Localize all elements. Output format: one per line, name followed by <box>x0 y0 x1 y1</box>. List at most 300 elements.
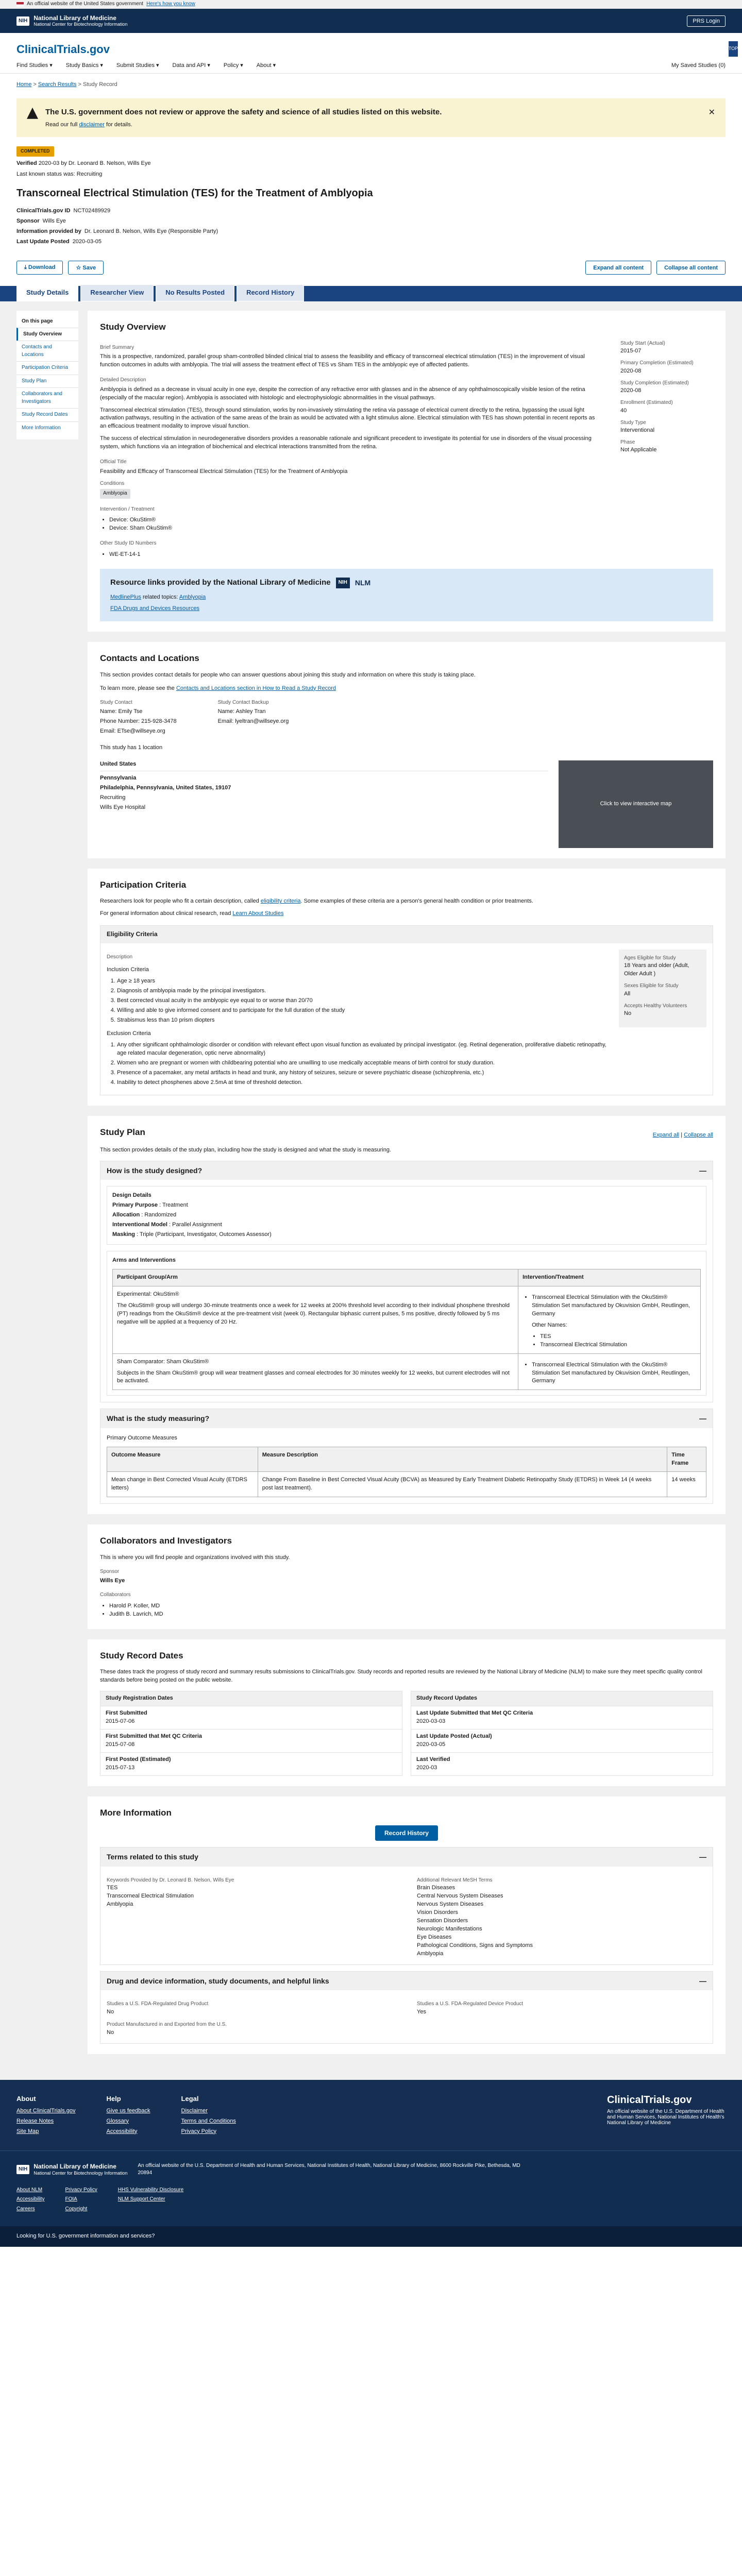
nlm-logo[interactable] <box>16 14 127 27</box>
inclusion-item: 5. Strabismus less than 10 prism diopters <box>117 1016 609 1025</box>
intervention-item: • Device: OkuStim® <box>109 516 602 524</box>
fact-value: 18 Years and older (Adult, Older Adult ) <box>624 962 689 977</box>
nlm-header <box>0 9 742 33</box>
sidebar-heading: On this page <box>22 318 53 325</box>
plan-heading: Study Plan <box>100 1127 145 1137</box>
contacts-intro: This section provides contact details for people who can answer questions about joining this study and information on where this study is taking place. <box>100 671 476 678</box>
footer-link[interactable]: Disclaimer <box>181 2107 208 2114</box>
collab-intro: This is where you will find people and organizations involved with this study. <box>100 1554 290 1561</box>
nlm-link[interactable]: About NLM <box>16 2187 43 2193</box>
nlm-link[interactable]: Accessibility <box>16 2196 45 2202</box>
drug-accordion-header[interactable] <box>100 1972 713 1990</box>
design-value: Randomized <box>144 1212 177 1218</box>
sponsor-label: Sponsor <box>16 218 40 225</box>
design-value: Triple (Participant, Investigator, Outcomes Assessor) <box>140 1231 272 1238</box>
fda-device-label: Studies a U.S. FDA-Regulated Device Product <box>417 2001 524 2007</box>
arm-title: Sham Comparator: Sham OkuStim® <box>117 1358 209 1365</box>
nav-study-basics[interactable]: Study Basics ▾ <box>66 62 103 70</box>
sponsor: Wills Eye <box>42 218 66 225</box>
nlm-subtitle: National Center for Biotechnology Information <box>33 22 128 27</box>
gov-banner-text: An official website of the United States government <box>27 1 144 7</box>
gov-banner <box>0 0 742 9</box>
conditions-label: Conditions <box>100 480 125 486</box>
keywords-label: Keywords Provided by Dr. Leonard B. Nelson, Wills Eye <box>107 1877 234 1883</box>
registration-dates <box>100 1691 402 1776</box>
nlm-mark: NLM <box>355 579 371 587</box>
study-id: NCT02489929 <box>73 208 111 214</box>
description-label: Description <box>107 954 133 960</box>
gov-footer[interactable]: Looking for U.S. government information and services? <box>0 2226 742 2247</box>
footer-col-heading: Legal <box>181 2094 199 2103</box>
action-bar <box>0 255 742 281</box>
mesh-term: Central Nervous System Diseases <box>417 1893 503 1900</box>
collab-sponsor-label: Sponsor <box>100 1568 120 1574</box>
exclusion-item: 2. Women who are pregnant or women with childbearing potential who are unwilling to use medically acceptable means of birth control for study duration. <box>117 1059 609 1067</box>
footer-link[interactable]: Terms and Conditions <box>181 2117 236 2124</box>
contact-label: Study Contact <box>100 699 132 705</box>
collapse-all-button[interactable]: Collapse all content <box>656 261 726 275</box>
sidebar-item-plan[interactable]: Study Plan <box>16 375 78 388</box>
related-topics-label: related topics: <box>142 594 178 601</box>
nlm-link[interactable]: Privacy Policy <box>65 2187 97 2193</box>
exclusion-item: 3. Presence of a pacemaker, any metal artifacts in head and trunk, any history of seizures, seizure or severe psychiatric disease (schizophrenia, etc.) <box>117 1069 609 1077</box>
nav-saved-studies[interactable]: My Saved Studies (0) <box>671 62 726 69</box>
reg-dates-title: Study Registration Dates <box>100 1691 402 1706</box>
footer-brand <box>607 2094 726 2138</box>
verified-label: Verified <box>16 160 37 166</box>
terms-heading: Terms related to this study <box>107 1853 198 1861</box>
site-header <box>0 33 742 74</box>
table-row <box>107 1472 706 1497</box>
learn-about-studies-link[interactable]: Learn About Studies <box>232 910 284 917</box>
participation-intro-2: . Some examples of these criteria are a person's general health condition or prior treatments. <box>300 898 533 905</box>
download-button[interactable]: ⤓ Download <box>16 261 63 275</box>
intervention-item: • Device: Sham OkuStim® <box>109 524 602 533</box>
other-name: • Transcorneal Electrical Stimulation <box>540 1341 696 1349</box>
footer-link[interactable]: Give us feedback <box>106 2107 150 2114</box>
footer-link[interactable]: Accessibility <box>106 2128 138 2134</box>
dates-intro: These dates track the progress of study record and summary results submissions to ClinicalTrials.gov. Study records and reported results are reviewed by the National Library of Medicine (NLM) to make sure they meet specific quality control standards before being posted on the public website. <box>100 1669 702 1684</box>
fact-label: Study Start (Actual) <box>620 340 665 346</box>
state: Pennsylvania <box>100 774 137 781</box>
map-label: Click to view interactive map <box>600 800 672 807</box>
date-value: 2020-03-05 <box>416 1741 446 1748</box>
save-button[interactable]: ☆ Save <box>68 261 104 275</box>
nlm-link[interactable]: HHS Vulnerability Disclosure <box>117 2187 184 2193</box>
footer-brand-name: ClinicalTrials.gov <box>607 2094 692 2106</box>
amblyopia-link[interactable]: Amblyopia <box>179 594 206 601</box>
inclusion-item: 3. Best corrected visual acuity in the amblyopic eye equal to or worse than 20/70 <box>117 997 609 1005</box>
table-row <box>113 1286 701 1353</box>
sidebar-item-overview[interactable]: Study Overview <box>16 328 78 341</box>
collaborators-section <box>88 1524 726 1629</box>
study-tabs <box>0 286 742 301</box>
fact-value: No <box>624 1010 632 1017</box>
measure-accordion-header[interactable] <box>100 1409 713 1428</box>
drug-accordion <box>100 1971 713 2044</box>
general-prefix: For general information about clinical research, read <box>100 910 231 917</box>
backup-label: Study Contact Backup <box>217 699 269 705</box>
date-value: 2015-07-13 <box>106 1764 135 1771</box>
keyword: TES <box>107 1885 118 1891</box>
fda-link[interactable]: FDA Drugs and Devices Resources <box>110 605 200 612</box>
arm-title: Experimental: OkuStim® <box>117 1291 179 1297</box>
keyword: Amblyopia <box>107 1901 133 1908</box>
exclusion-item: 4. Inability to detect phosphenes above 2.5mA at time of threshold detection. <box>117 1079 609 1087</box>
intervention-desc: • Transcorneal Electrical Stimulation with the OkuStim® Stimulation Set manufactured by Okuvision GmbH, Reutlingen, Germany <box>532 1294 696 1318</box>
outcome-timeframe: 14 weeks <box>667 1472 706 1497</box>
update-label: Last Update Posted <box>16 239 70 245</box>
outcome-col-header: Outcome Measure <box>107 1447 258 1472</box>
mesh-term: Pathological Conditions, Signs and Symptoms <box>417 1942 533 1948</box>
primary-outcome-label: Primary Outcome Measures <box>107 1434 177 1441</box>
location-map[interactable] <box>559 760 713 848</box>
site-footer <box>0 2080 742 2150</box>
disclaimer-alert <box>16 98 726 138</box>
study-plan-section: Study Plan Expand all | Collapse all This section provides details of the study plan, including how the study is designed and what the study is measuring. How is the study designed? — Design Details Primary Purpose : Treatment Allocation : Randomized Interventional Model : Parallel Assignment Masking : Triple (Participant, Investigator, Outcomes Assessor) Arms and Interventions Participant Group/Arm Intervention/Treatment Experimental: OkuStim® The OkuStim® group will undergo 30-minute treatments once a week for 12 weeks at 200% threshold level according to their individual phosphene threshold (PT) readings from the OkuStim® device at the pre-treatment visit (week 0). Rectangular biphasic current pulses, 5 ms positive, directly followed by 5 ms negative will be applied at a frequency of 20 Hz. • Transcorneal Electrical Stimulation with the OkuStim® Stimulation Set manufactured by Okuvision GmbH, Reutlingen, Germany Other Names: • TES • Transcorneal Electrical Stimulation Sham Comparator: Sham OkuStim® Subjects in the Sham OkuStim® group will wear treatment glasses and corneal electrodes for 30 minutes weekly for 12 weeks, but current electrodes will not be activated. • Transcorneal Electrical Stimulation with the OkuStim® Stimulation Set manufactured by Okuvision GmbH, Reutlingen, Germany What is the study measuring? — Primary Outcome Measures Outcome Measure Measure Description Time Frame Mean change in Best Corrected Visual Acuity (ETDRS letters) Change From Baseline in Best Corrected Visual Acuity (BCVA) as Measured by Early Treatment Diabetic Retinopathy Study (ETDRS) in Week 14 (4 weeks post last treatment). 14 weeks <box>88 1116 726 1515</box>
collapse-icon[interactable]: — <box>699 1976 706 1985</box>
inclusion-item: 1. Age ≥ 18 years <box>117 977 609 986</box>
footer-link[interactable]: Site Map <box>16 2128 39 2134</box>
breadcrumb: Home > Search Results > Study Record <box>16 81 117 88</box>
fact-value: Not Applicable <box>620 447 657 453</box>
detailed-p3: The success of electrical stimulation in neurodegenerative disorders provides a reasonable rationale and significant precedent to investigate its potential for use in disorders of the visual processing system, which functions via an integration of biochemical and electrical interactions transmitted from the retina. <box>100 435 592 450</box>
learn-prefix: To learn more, please see the <box>100 685 175 691</box>
mesh-term: Sensation Disorders <box>417 1918 468 1924</box>
terms-accordion-header[interactable] <box>100 1848 713 1866</box>
content-area <box>0 301 742 2080</box>
info: Dr. Leonard B. Nelson, Wills Eye (Responsible Party) <box>84 228 218 235</box>
locations-list <box>100 760 548 848</box>
record-updates-title: Study Record Updates <box>411 1691 713 1706</box>
detailed-p2: Transcorneal electrical stimulation (TES), through sound stimulation, works by non-invasively stimulating the retina via passage of electrical current directly to the retina, bypassing the usual light activation pathways, resulting in the activation of the same areas of the brain as would be activated with a light stimulus alone. Electrical stimulation with TES has shown potential in recent reports as an efficacious treatment modality to improve visual function. <box>100 406 595 430</box>
table-row <box>113 1353 701 1390</box>
footer-col-heading: Help <box>106 2094 121 2103</box>
nlm-title: National Library of Medicine <box>33 14 116 22</box>
overview-facts <box>620 340 713 559</box>
collab-sponsor: Wills Eye <box>100 1578 125 1584</box>
warning-icon <box>27 108 38 119</box>
terms-accordion <box>100 1847 713 1964</box>
mesh-term: Vision Disorders <box>417 1909 458 1916</box>
fact-value: 40 <box>620 407 627 414</box>
detailed-label: Detailed Description <box>100 377 146 383</box>
country: United States <box>100 760 548 771</box>
brief-summary: This is a prospective, randomized, parallel group sham-controlled blinded clinical trial to assess the feasibility and efficacy of transcorneal electrical stimulation (TES) in the improvement of visual function outcomes in adults with amblyopia. The trial will assess the treatment effect of TES vs Sham TES in the amblyopic eye of affected patients. <box>100 353 585 368</box>
footer-col-about <box>16 2094 76 2138</box>
official-title-label: Official Title <box>100 459 127 465</box>
how-to-read-link[interactable]: Contacts and Locations section in How to Read a Study Record <box>176 685 336 691</box>
study-id-label: ClinicalTrials.gov ID <box>16 208 71 214</box>
location-status: Recruiting <box>100 794 126 801</box>
fact-label: Primary Completion (Estimated) <box>620 360 694 366</box>
fact-label: Phase <box>620 439 635 445</box>
design-key: Primary Purpose <box>112 1202 158 1209</box>
date-label: First Posted (Estimated) <box>106 1756 171 1762</box>
footer-col-help <box>107 2094 150 2138</box>
contacts-heading: Contacts and Locations <box>100 653 199 664</box>
date-value: 2015-07-06 <box>106 1718 135 1725</box>
study-title: Transcorneal Electrical Stimulation (TES) for the Treatment of Amblyopia <box>16 188 373 199</box>
sidebar-item-collaborators[interactable]: Collaborators and Investigators <box>16 387 78 408</box>
tab-study-details[interactable]: Study Details <box>16 284 78 301</box>
last-known-status: Last known status was: Recruiting <box>16 171 103 178</box>
design-value: Treatment <box>162 1202 188 1209</box>
arms-label: Arms and Interventions <box>112 1257 176 1264</box>
fda-drug-value: No <box>107 2008 114 2015</box>
brief-summary-label: Brief Summary <box>100 344 134 350</box>
inclusion-item: 2. Diagnosis of amblyopia made by the principal investigators. <box>117 987 609 995</box>
study-header <box>0 137 742 246</box>
location-address: Philadelphia, Pennsylvania, United States, 19107 <box>100 784 231 791</box>
update: 2020-03-05 <box>72 239 102 245</box>
collab-heading: Collaborators and Investigators <box>100 1536 232 1546</box>
verified-value: 2020-03 by Dr. Leonard B. Nelson, Wills Eye <box>38 160 151 166</box>
mesh-label: Additional Relevant MeSH Terms <box>417 1877 493 1883</box>
design-label: Design Details <box>112 1192 151 1199</box>
fact-label: Accepts Healthy Volunteers <box>624 1003 687 1009</box>
fact-label: Study Type <box>620 419 646 426</box>
other-names-label: Other Names: <box>532 1321 567 1328</box>
date-label: Last Verified <box>416 1756 450 1762</box>
close-icon[interactable]: ✕ <box>708 108 715 117</box>
fact-label: Study Completion (Estimated) <box>620 380 689 386</box>
eligibility-link[interactable]: eligibility criteria <box>260 898 301 905</box>
tab-record-history[interactable]: Record History <box>237 284 304 301</box>
nav-data-api[interactable]: Data and API ▾ <box>172 62 210 70</box>
alert-text-prefix: Read our full <box>45 121 78 128</box>
outcome-col-header: Measure Description <box>258 1447 667 1472</box>
record-history-button[interactable]: Record History <box>375 1825 438 1841</box>
footer-col-heading: About <box>16 2094 36 2103</box>
arm-desc: Subjects in the Sham OkuStim® group will wear treatment glasses and corneal electrodes for 30 minutes weekly for 12 weeks, but current electrodes will not be activated. <box>117 1369 510 1384</box>
alert-text-suffix: for details. <box>106 121 132 128</box>
outcomes-table <box>107 1447 706 1498</box>
plan-intro: This section provides details of the study plan, including how the study is designed and what the study is measuring. <box>100 1147 391 1154</box>
nih-logo-icon: NIH <box>336 578 350 588</box>
arms-col-header: Participant Group/Arm <box>113 1269 518 1286</box>
contact-name: Name: Emily Tse <box>100 708 143 715</box>
date-value: 2020-03 <box>416 1764 437 1771</box>
arms-col-header: Intervention/Treatment <box>518 1269 701 1286</box>
mesh-term: Nervous System Diseases <box>417 1901 483 1908</box>
nav-policy[interactable]: Policy ▾ <box>224 62 243 70</box>
other-ids-label: Other Study ID Numbers <box>100 540 157 547</box>
fda-drug-label: Studies a U.S. FDA-Regulated Drug Product <box>107 2001 209 2007</box>
breadcrumb-search-results[interactable]: Search Results <box>38 81 77 88</box>
footer-col-legal <box>181 2094 236 2138</box>
backup-name: Name: Ashley Tran <box>217 708 266 715</box>
participation-section <box>88 869 726 1106</box>
sidebar-item-dates[interactable]: Study Record Dates <box>16 408 78 421</box>
collapse-icon[interactable]: — <box>699 1414 706 1423</box>
sidebar-item-more-info[interactable]: More Information <box>16 421 78 435</box>
design-accordion: How is the study designed? — Design Details Primary Purpose : Treatment Allocation : Randomized Interventional Model : Parallel Assignment Masking : Triple (Participant, Investigator, Outcomes Assessor) Arms and Interventions Participant Group/Arm Intervention/Treatment Experimental: OkuStim® The OkuStim® group will undergo 30-minute treatments once a week for 12 weeks at 200% threshold level according to their individual phosphene threshold (PT) readings from the OkuStim® device at the pre-treatment visit (week 0). Rectangular biphasic current pulses, 5 ms positive, directly followed by 5 ms negative will be applied at a frequency of 20 Hz. • Transcorneal Electrical Stimulation with the OkuStim® Stimulation Set manufactured by Okuvision GmbH, Reutlingen, Germany Other Names: • TES • Transcorneal Electrical Stimulation Sham Comparator: Sham OkuStim® Subjects in the Sham OkuStim® group will wear treatment glasses and corneal electrodes for 30 minutes weekly for 12 weeks, but current electrodes will not be activated. • Transcorneal Electrical Stimulation with the OkuStim® Stimulation Set manufactured by Okuvision GmbH, Reutlingen, Germany <box>100 1161 713 1402</box>
fact-value: Interventional <box>620 427 655 434</box>
fact-label: Enrollment (Estimated) <box>620 400 673 406</box>
location-site: Wills Eye Hospital <box>100 804 146 810</box>
outcome-measure: Mean change in Best Corrected Visual Acuity (ETDRS letters) <box>107 1472 258 1497</box>
export-label: Product Manufactured in and Exported from the U.S. <box>107 2022 227 2028</box>
arms-table <box>112 1269 701 1390</box>
location-count: This study has 1 location <box>100 744 163 751</box>
detailed-p1: Amblyopia is defined as a decrease in visual acuity in one eye, despite the correction of any refractive error with glasses and in the absence of any ophthalmoscopically visible lesion of the retina (especially of the macular region). Amblyopia is associated with histologic and electrophysiologic abnormalities in the visual pathways. <box>100 386 585 401</box>
arm-desc: The OkuStim® group will undergo 30-minute treatments once a week for 12 weeks at 200% threshold level according to their individual phosphene threshold (PT) readings from the OkuStim® device at the pre-treatment visit (week 0). Rectangular biphasic current pulses, 5 ms positive, directly followed by 5 ms negative will be applied at a frequency of 20 Hz. <box>117 1302 510 1325</box>
date-value: 2015-07-08 <box>106 1741 135 1748</box>
contacts-section <box>88 642 726 858</box>
status-badge: COMPLETED <box>16 146 54 156</box>
sidebar-item-contacts[interactable]: Contacts and Locations <box>16 341 78 361</box>
measure-accordion <box>100 1409 713 1504</box>
footer-brand-sub: An official website of the U.S. Department of Health and Human Services, National Institutes of Health's National Library of Medicine <box>607 2108 724 2126</box>
design-value: Parallel Assignment <box>172 1222 222 1228</box>
fact-value: 2020-08 <box>620 387 642 394</box>
nlm-resource-box <box>100 569 713 621</box>
nlm-link[interactable]: FOIA <box>65 2196 77 2202</box>
on-this-page-nav <box>16 311 78 439</box>
design-accordion-header[interactable] <box>100 1161 713 1180</box>
date-label: Last Update Posted (Actual) <box>416 1733 492 1740</box>
expand-all-button[interactable]: Expand all content <box>585 261 651 275</box>
gov-banner-link[interactable]: Here's how you know <box>146 1 195 7</box>
participation-heading: Participation Criteria <box>100 879 187 890</box>
outcome-col-header: Time Frame <box>667 1447 706 1472</box>
sponsor-row <box>16 217 726 226</box>
download-label: Download <box>28 264 56 271</box>
drug-heading: Drug and device information, study documents, and helpful links <box>107 1976 329 1985</box>
outcome-description: Change From Baseline in Best Corrected Visual Acuity (BCVA) as Measured by Early Treatment Diabetic Retinopathy Study (ETDRS) in Week 14 (4 weeks post last treatment). <box>258 1472 667 1497</box>
date-value: 2020-03-03 <box>416 1718 446 1725</box>
record-dates-section <box>88 1639 726 1786</box>
nav-find-studies[interactable]: Find Studies ▾ <box>16 62 53 70</box>
prs-login-button[interactable]: PRS Login <box>687 15 726 27</box>
date-label: Last Update Submitted that Met QC Criteria <box>416 1710 533 1717</box>
nlm-footer-desc: An official website of the U.S. Department of Health and Human Services, National Institutes of Health, National Library of Medicine, 8600 Rockville Pike, Bethesda, MD 20894 <box>138 2162 520 2176</box>
nih-logo-icon: NIH <box>16 2165 29 2174</box>
collapse-icon[interactable]: — <box>699 1853 706 1861</box>
study-contact-backup <box>218 699 289 736</box>
fact-value: 2020-08 <box>620 367 642 374</box>
footer-link[interactable]: Privacy Policy <box>181 2128 216 2134</box>
export-value: No <box>107 2029 114 2036</box>
disclaimer-link[interactable]: disclaimer <box>79 121 105 128</box>
tab-no-results[interactable]: No Results Posted <box>156 284 234 301</box>
design-key: Interventional Model <box>112 1222 167 1228</box>
mesh-term: Amblyopia <box>417 1950 444 1957</box>
collaborators-label: Collaborators <box>100 1592 131 1598</box>
official-title: Feasibility and Efficacy of Transcorneal Electrical Stimulation (TES) for the Treatment of Amblyopia <box>100 468 348 474</box>
measure-question: What is the study measuring? <box>107 1414 210 1423</box>
us-flag-icon <box>16 2 24 7</box>
tab-researcher-view[interactable]: Researcher View <box>80 284 154 301</box>
intervention-desc: • Transcorneal Electrical Stimulation with the OkuStim® Stimulation Set manufactured by Okuvision GmbH, Reutlingen, Germany <box>532 1361 696 1386</box>
inclusion-label: Inclusion Criteria <box>107 967 149 973</box>
design-key: Masking <box>112 1231 136 1238</box>
eligibility-facts <box>619 950 706 1027</box>
fact-value: All <box>624 990 631 997</box>
backup-email[interactable]: Email: lyeltran@willseye.org <box>217 718 289 725</box>
fact-value: 2015-07 <box>620 348 642 354</box>
exclusion-item: 1. Any other significant ophthalmologic disorder or condition with relevant effect upon visual function as evaluated by principal investigator. (eg. Retinal degeneration, proliferative diabetic retinopathy, age related macular degeneration, optic nerve abnormality) <box>117 1041 609 1058</box>
mesh-term: Neurologic Manifestations <box>417 1925 482 1932</box>
fact-label: Sexes Eligible for Study <box>624 983 679 989</box>
intervention-label: Intervention / Treatment <box>100 506 155 512</box>
resource-title: Resource links provided by the National Library of Medicine <box>110 578 331 587</box>
keyword: Transcorneal Electrical Stimulation <box>107 1893 194 1900</box>
collaborator: • Judith B. Lavrich, MD <box>109 1611 713 1619</box>
nih-logo-icon: NIH <box>16 16 29 26</box>
medlineplus-link[interactable]: MedlinePlus <box>110 594 141 601</box>
mesh-term: Brain Diseases <box>417 1885 455 1891</box>
main-nav <box>16 62 726 70</box>
collapse-icon[interactable]: — <box>699 1166 706 1175</box>
breadcrumb-current: Study Record <box>83 81 117 88</box>
plan-collapse-all[interactable]: Collapse all <box>684 1131 713 1138</box>
overview-heading: Study Overview <box>100 322 166 332</box>
inclusion-item: 4. Willing and able to give informed consent and to participate for the full duration of the study <box>117 1007 609 1015</box>
verified-line <box>16 160 726 168</box>
collaborator: • Harold P. Koller, MD <box>109 1602 713 1611</box>
other-name: • TES <box>540 1333 696 1341</box>
footer-link[interactable]: Glossary <box>106 2117 129 2124</box>
plan-expand-all[interactable]: Expand all <box>652 1131 680 1138</box>
nlm-footer <box>0 2150 742 2227</box>
nav-about[interactable]: About ▾ <box>257 62 276 70</box>
nlm-link[interactable]: NLM Support Center <box>117 2196 165 2202</box>
save-label: Save <box>82 265 96 272</box>
design-key: Allocation <box>112 1212 140 1218</box>
contact-phone: Phone Number: 215-928-3478 <box>100 718 177 725</box>
nlm-footer-name: National Library of Medicine <box>33 2163 116 2171</box>
mesh-term: Eye Diseases <box>417 1934 452 1940</box>
fda-device-value: Yes <box>417 2008 426 2015</box>
dates-heading: Study Record Dates <box>100 1650 183 1660</box>
nlm-footer-sub: National Center for Biotechnology Information <box>33 2170 128 2176</box>
fact-label: Ages Eligible for Study <box>624 955 676 961</box>
eligibility-box <box>100 925 713 1095</box>
record-updates <box>411 1691 713 1776</box>
breadcrumb-home[interactable]: Home <box>16 81 32 88</box>
overview-section <box>88 311 726 632</box>
nlm-link[interactable]: Copyright <box>65 2206 88 2212</box>
contact-email[interactable]: Email: ETse@willseye.org <box>100 727 165 734</box>
other-id: • WE-ET-14-1 <box>109 551 602 559</box>
nav-submit-studies[interactable]: Submit Studies ▾ <box>116 62 159 70</box>
study-id-row <box>16 207 726 215</box>
more-info-heading: More Information <box>100 1807 172 1818</box>
eligibility-title: Eligibility Criteria <box>100 926 713 943</box>
site-title[interactable]: ClinicalTrials.gov <box>16 43 110 56</box>
more-info-section <box>88 1797 726 2054</box>
info-row <box>16 228 726 236</box>
exclusion-label: Exclusion Criteria <box>107 1030 151 1037</box>
back-to-top-button[interactable]: TOP <box>729 41 738 57</box>
info-label: Information provided by <box>16 228 81 235</box>
condition-tag[interactable]: Amblyopia <box>100 489 130 499</box>
update-row <box>16 238 726 246</box>
date-label: First Submitted <box>106 1710 147 1717</box>
nlm-link[interactable]: Careers <box>16 2206 35 2212</box>
design-question: How is the study designed? <box>107 1166 203 1175</box>
sidebar-item-participation[interactable]: Participation Criteria <box>16 361 78 375</box>
alert-title: The U.S. government does not review or approve the safety and science of all studies listed on this website. <box>45 107 442 116</box>
nlm-footer-logo[interactable] <box>16 2163 127 2176</box>
footer-link[interactable]: About ClinicalTrials.gov <box>16 2107 76 2114</box>
footer-link[interactable]: Release Notes <box>16 2117 54 2124</box>
study-contact <box>100 699 177 736</box>
date-label: First Submitted that Met QC Criteria <box>106 1733 203 1740</box>
participation-intro: Researchers look for people who fit a certain description, called <box>100 898 259 905</box>
